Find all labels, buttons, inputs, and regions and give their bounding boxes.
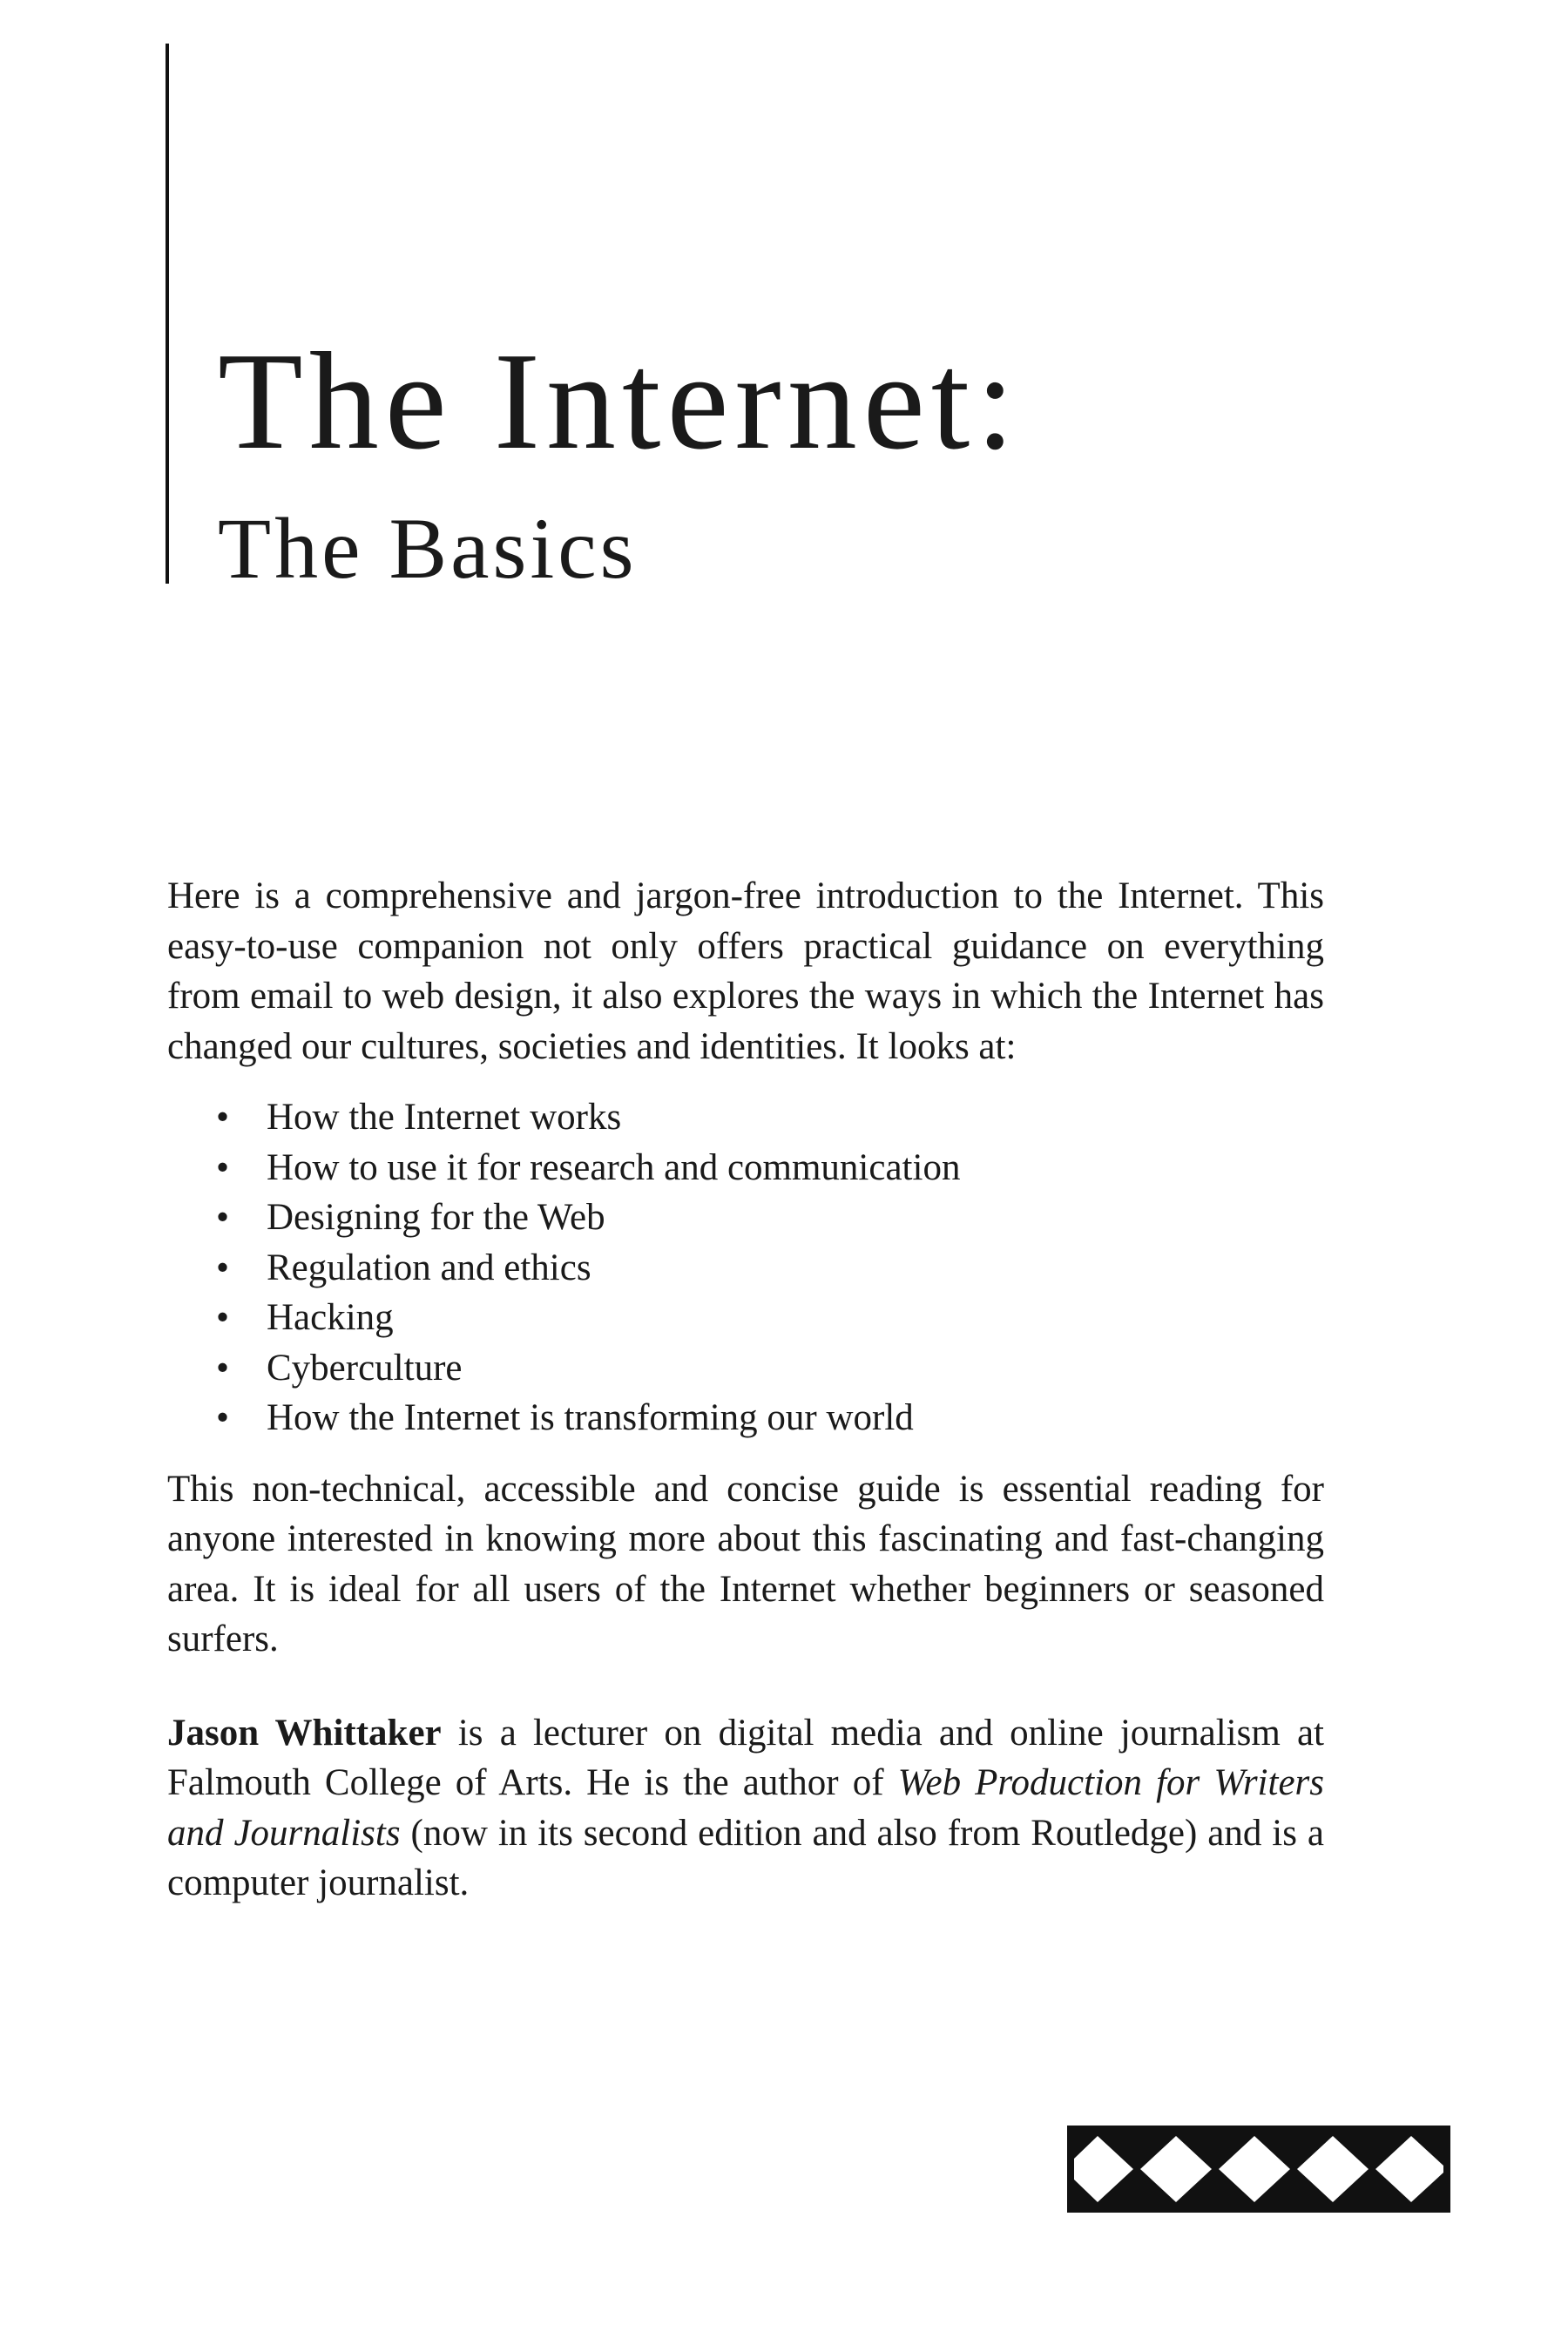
list-item [216,1193,1324,1243]
list-item [216,1143,1324,1193]
author-bio [167,1708,1324,1909]
author-name: Jason Whittaker [167,1712,442,1754]
intro-paragraph: Here is a comprehensive and jargon-free introduction to the Internet. This easy-to-use companion not only offers practical guidance on everything from email to web design, it also explores the ways in which the Internet has changed our cultures, societies and identities. It looks at: [167,875,1324,1067]
other-book-title: Web Production for Writers and Journalists [167,1762,1325,1854]
bullet-icon: • [216,1097,230,1138]
list-item [216,1092,1324,1143]
book-subtitle: The Basics [218,500,638,597]
list-item-label: How the Internet is transforming our world [267,1397,914,1438]
back-cover-text [167,871,1324,1909]
vertical-rule [166,44,169,584]
list-item [216,1343,1324,1394]
bio-text: is a lecturer on digital media and online journalism at Falmouth College of Arts. He is the author of [167,1712,1324,1803]
routledge-diamond-pattern-icon [1067,2126,1450,2213]
bio-text-end: (now in its second edition and also from Routledge) and is a computer journalist. [167,1812,1324,1903]
list-item [216,1243,1324,1294]
list-item-label: Hacking [267,1297,394,1338]
summary-paragraph: This non-technical, accessible and concise guide is essential reading for anyone interested in knowing more about this fascinating and fast-changing area. It is ideal for all users of the Internet whether beginners or seasoned surfers. [167,1468,1324,1659]
list-item-label: Cyberculture [267,1347,463,1389]
list-item [216,1393,1324,1443]
list-item-label: Designing for the Web [267,1197,605,1238]
bullet-icon: • [216,1397,230,1438]
list-item-label: How to use it for research and communication [267,1146,961,1188]
bullet-icon: • [216,1146,230,1188]
topics-list [167,1092,1324,1443]
bullet-icon: • [216,1247,230,1288]
book-title: The Internet: [218,323,1021,478]
list-item-label: Regulation and ethics [267,1247,591,1288]
list-item-label: How the Internet works [267,1097,622,1138]
list-item [216,1293,1324,1343]
bullet-icon: • [216,1347,230,1389]
bullet-icon: • [216,1197,230,1238]
bullet-icon: • [216,1297,230,1338]
